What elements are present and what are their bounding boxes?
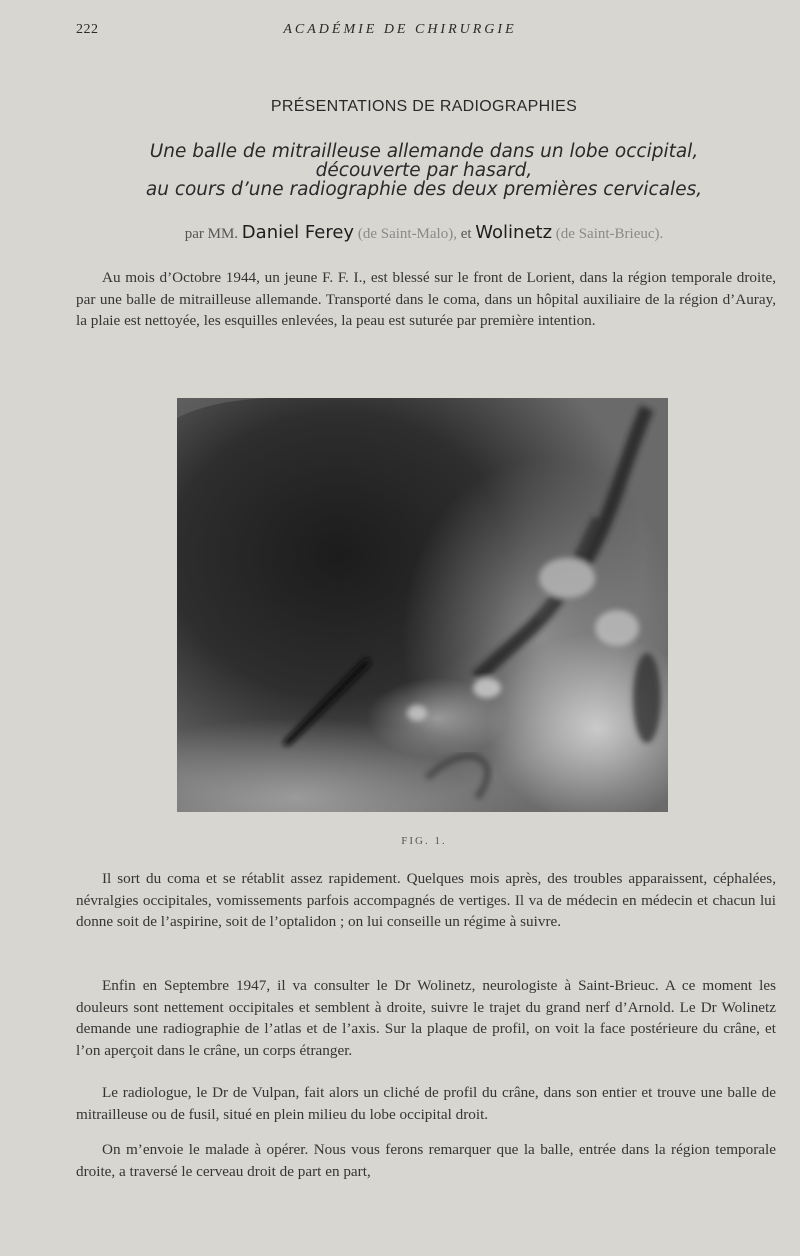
article-title-line: Une balle de mitrailleuse allemande dans un lobe occipital, xyxy=(149,141,699,162)
body-paragraph: Au mois d’Octobre 1944, un jeune F. F. I., est blessé sur le front de Lorient, dans la région temporale droite, par une balle de mitrailleuse allemande. Transporté dans le coma, dans un hôpital auxiliaire de la région d’Auray, la plaie est nettoyée, les esquilles enlevées, la peau est suturée par première intention. xyxy=(76,269,776,329)
article-title-line: au cours d’une radiographie des deux premières cervicales, xyxy=(145,179,703,200)
radiograph-figure xyxy=(177,398,668,812)
byline xyxy=(0,222,800,243)
author-name: Wolinetz xyxy=(475,222,553,243)
figure-caption: FIG. 1. xyxy=(401,835,447,847)
running-head: ACADÉMIE DE CHIRURGIE xyxy=(283,22,517,37)
byline-prefix: par MM. xyxy=(184,226,239,242)
author-affiliation: (de Saint-Malo), xyxy=(357,226,457,242)
body-paragraph: Enfin en Septembre 1947, il va consulter le Dr Wolinetz, neurologiste à Saint-Brieuc. A ce moment les douleurs sont nettement occipitales et semblent à droite, suivre le trajet du grand nerf d’Arnold. Le Dr Wolinetz demande une radiographie de l’atlas et de l’axis. Sur la plaque de profil, on voit la face postérieure du crâne, et l’on aperçoit dans le crâne, un corps étranger. xyxy=(76,977,776,1059)
author-affiliation: (de Saint-Brieuc). xyxy=(555,226,664,242)
radiograph-image xyxy=(177,398,668,812)
section-title: PRÉSENTATIONS DE RADIOGRAPHIES xyxy=(270,98,578,115)
body-paragraph: Le radiologue, le Dr de Vulpan, fait alors un cliché de profil du crâne, dans son entier et trouve une balle de mitrailleuse ou de fusil, situé en plein milieu du lobe occipital droit. xyxy=(76,1084,776,1123)
author-name: Daniel Ferey xyxy=(241,222,355,243)
article-title-line: découverte par hasard, xyxy=(315,160,533,181)
article-title xyxy=(0,142,800,199)
body-paragraph: Il sort du coma et se rétablit assez rapidement. Quelques mois après, des troubles apparaissent, céphalées, névralgies occipitales, vomissements parfois accompagnés de vertiges. Il va de médecin en médecin et chacun lui donne soit de l’aspirine, soit de l’optalidon ; on lui conseille un régime à suivre. xyxy=(76,870,776,930)
body-paragraph: On m’envoie le malade à opérer. Nous vous ferons remarquer que la balle, entrée dans la région temporale droite, a traversé le cerveau droit de part en part, xyxy=(76,1141,776,1180)
page-number: 222 xyxy=(76,22,99,37)
byline-conjunction: et xyxy=(460,226,472,242)
